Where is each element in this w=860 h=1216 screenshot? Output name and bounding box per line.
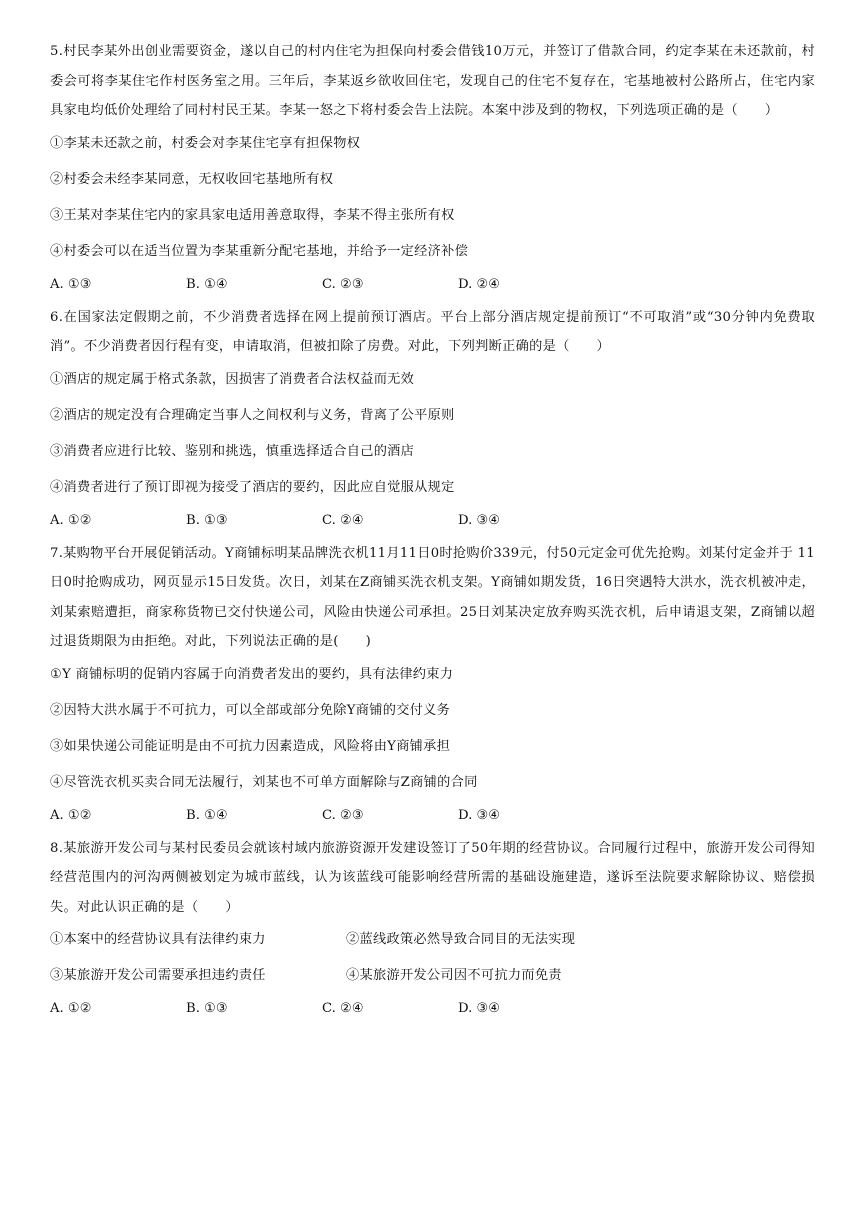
statement-2: ②村委会未经李某同意，无权收回宅基地所有权 bbox=[50, 171, 334, 187]
statement-row-2 bbox=[50, 958, 815, 994]
question-stem: 6.在国家法定假期之前，不少消费者选择在网上提前预订酒店。平台上部分酒店规定提前预订“不可取消”或“30分钟内免费取消”。不少消费者因行程有变，申请取消，但被扣除了房费。对此，下列判断正确的是（ ） bbox=[50, 309, 815, 354]
question-stem: 7.某购物平台开展促销活动。Y商铺标明某品牌洗衣机11月11日0时抢购价339元，付50元定金可优先抢购。刘某付定金并于 11日0时抢购成功，网页显示15日发货。次日，刘某在Z商铺买洗衣机支架。Y商铺如期发货，16日突遇特大洪水，洗衣机被冲走，刘某索赔遭拒，商家称货物已交付快递公司，风险由快递公司承担。25日刘某决定放弃购买洗衣机，后申请退支架，Z商铺以超过退货期限为由拒绝。对此，下列说法正确的是( ) bbox=[50, 545, 815, 649]
statement-1: ①李某未还款之前，村委会对李某住宅享有担保物权 bbox=[50, 135, 361, 151]
choice-b: B. ①③ bbox=[186, 1001, 228, 1016]
choice-d: D. ③④ bbox=[458, 807, 501, 823]
choice-c: C. ②③ bbox=[322, 276, 364, 292]
choice-d: D. ③④ bbox=[458, 1001, 501, 1016]
question-stem: 5.村民李某外出创业需要资金，遂以自己的村内住宅为担保向村委会借钱10万元，并签订了借款合同，约定李某在未还款前，村委会可将李某住宅作村医务室之用。三年后，李某返乡欲收回住宅，发现自己的住宅不复存在，宅基地被村公路所占，住宅内家具家电均低价处理给了同村村民王某。李某一怒之下将村委会告上法院。本案中涉及到的物权，下列选项正确的是（ ） bbox=[50, 44, 815, 118]
exam-page bbox=[50, 37, 815, 1027]
statement-3: ③某旅游开发公司需要承担违约责任 bbox=[50, 968, 266, 983]
statement-3: ③王某对李某住宅内的家具家电适用善意取得，李某不得主张所有权 bbox=[50, 207, 455, 223]
statement-4: ④消费者进行了预订即视为接受了酒店的要约，因此应自觉服从规定 bbox=[50, 479, 455, 495]
question-7 bbox=[50, 539, 815, 830]
statement-4: ④村委会可以在适当位置为李某重新分配宅基地，并给予一定经济补偿 bbox=[50, 243, 469, 259]
answer-choices bbox=[50, 994, 815, 1023]
choice-a: A. ①② bbox=[50, 512, 92, 528]
statement-1: ①酒店的规定属于格式条款，因损害了消费者合法权益而无效 bbox=[50, 371, 415, 387]
choice-d: D. ③④ bbox=[458, 512, 501, 528]
statement-4: ④尽管洗衣机买卖合同无法履行，刘某也不可单方面解除与Z商铺的合同 bbox=[50, 774, 478, 790]
choice-d: D. ②④ bbox=[458, 276, 501, 292]
question-8 bbox=[50, 834, 815, 1024]
statement-2: ②因特大洪水属于不可抗力，可以全部或部分免除Y商铺的交付义务 bbox=[50, 702, 451, 718]
question-stem: 8.某旅游开发公司与某村民委员会就该村域内旅游资源开发建设签订了50年期的经营协议。合同履行过程中，旅游开发公司得知经营范围内的河沟两侧被划定为城市蓝线，认为该蓝线可能影响经营所需的基础设施建造，遂诉至法院要求解除协议、赔偿损失。对此认识正确的是（ ） bbox=[50, 840, 815, 915]
choice-c: C. ②④ bbox=[322, 1001, 364, 1016]
question-6 bbox=[50, 303, 815, 535]
statement-3: ③如果快递公司能证明是由不可抗力因素造成，风险将由Y商铺承担 bbox=[50, 738, 451, 754]
statement-1: ①Y 商铺标明的促销内容属于向消费者发出的要约，具有法律约束力 bbox=[50, 666, 454, 682]
choice-b: B. ①③ bbox=[186, 512, 228, 528]
answer-choices bbox=[50, 270, 815, 299]
choice-a: A. ①② bbox=[50, 807, 92, 823]
answer-choices bbox=[50, 506, 815, 535]
question-5 bbox=[50, 37, 815, 299]
choice-c: C. ②④ bbox=[322, 512, 364, 528]
statement-2: ②蓝线政策必然导致合同目的无法实现 bbox=[346, 932, 576, 947]
statement-1: ①本案中的经营协议具有法律约束力 bbox=[50, 932, 266, 947]
statement-2: ②酒店的规定没有合理确定当事人之间权利与义务，背离了公平原则 bbox=[50, 407, 455, 423]
choice-b: B. ①④ bbox=[186, 807, 228, 823]
statement-3: ③消费者应进行比较、鉴别和挑选，慎重选择适合自己的酒店 bbox=[50, 443, 415, 459]
choice-a: A. ①② bbox=[50, 1001, 92, 1016]
answer-choices bbox=[50, 801, 815, 830]
statement-4: ④某旅游开发公司因不可抗力而免责 bbox=[346, 968, 562, 983]
choice-b: B. ①④ bbox=[186, 276, 228, 292]
statement-row-1 bbox=[50, 922, 815, 958]
choice-a: A. ①③ bbox=[50, 276, 92, 292]
choice-c: C. ②③ bbox=[322, 807, 364, 823]
